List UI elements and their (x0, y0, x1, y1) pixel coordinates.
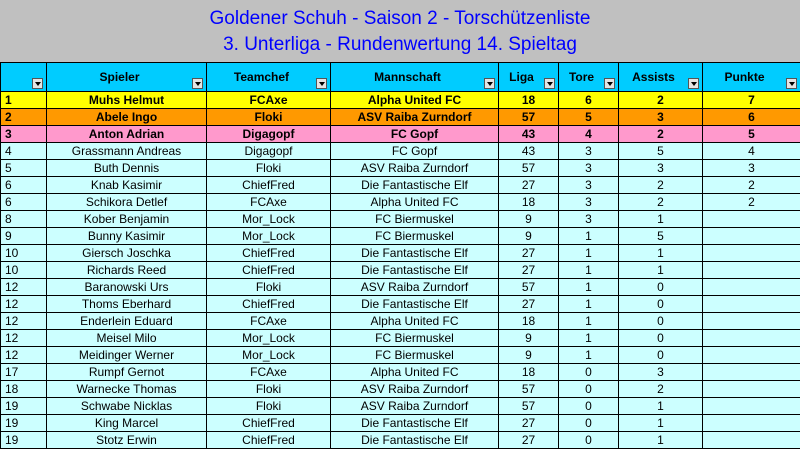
cell-assists[interactable]: 2 (619, 92, 703, 109)
header-rank (1, 63, 47, 92)
table-row (1, 432, 800, 449)
cell-liga[interactable]: 57 (499, 109, 559, 126)
cell-assists[interactable]: 3 (619, 364, 703, 381)
cell-mannschaft[interactable]: Die Fantastische Elf (331, 177, 499, 194)
table-row (1, 347, 800, 364)
table-row (1, 398, 800, 415)
header-punkte: Punkte (703, 63, 800, 92)
table-row (1, 296, 800, 313)
cell-teamchef[interactable]: Mor_Lock (207, 211, 331, 228)
cell-mannschaft[interactable]: Die Fantastische Elf (331, 415, 499, 432)
cell-tore[interactable]: 3 (559, 177, 619, 194)
cell-rank[interactable]: 10 (1, 245, 47, 262)
cell-spieler[interactable]: Thoms Eberhard (47, 296, 207, 313)
header-assists: Assists (619, 63, 703, 92)
cell-teamchef[interactable]: Floki (207, 279, 331, 296)
cell-mannschaft[interactable]: Die Fantastische Elf (331, 296, 499, 313)
cell-spieler[interactable]: Schwabe Nicklas (47, 398, 207, 415)
cell-assists[interactable]: 2 (619, 194, 703, 211)
cell-punkte[interactable] (703, 262, 800, 279)
cell-spieler[interactable]: Anton Adrian (47, 126, 207, 143)
cell-punkte[interactable] (703, 347, 800, 364)
cell-assists[interactable]: 1 (619, 262, 703, 279)
cell-spieler[interactable]: Richards Reed (47, 262, 207, 279)
cell-mannschaft[interactable]: FC Biermuskel (331, 347, 499, 364)
cell-mannschaft[interactable]: Die Fantastische Elf (331, 245, 499, 262)
cell-rank[interactable]: 18 (1, 381, 47, 398)
cell-liga[interactable]: 18 (499, 92, 559, 109)
table-row (1, 92, 800, 109)
cell-liga[interactable]: 57 (499, 381, 559, 398)
cell-rank[interactable]: 12 (1, 296, 47, 313)
cell-rank[interactable]: 19 (1, 398, 47, 415)
cell-spieler[interactable]: Knab Kasimir (47, 177, 207, 194)
cell-spieler[interactable]: Buth Dennis (47, 160, 207, 177)
cell-liga[interactable]: 9 (499, 330, 559, 347)
cell-liga[interactable]: 27 (499, 432, 559, 449)
cell-tore[interactable]: 1 (559, 296, 619, 313)
cell-teamchef[interactable]: Floki (207, 398, 331, 415)
header-row (1, 63, 800, 92)
cell-mannschaft[interactable]: ASV Raiba Zurndorf (331, 279, 499, 296)
cell-rank[interactable]: 19 (1, 415, 47, 432)
cell-tore[interactable]: 1 (559, 347, 619, 364)
cell-teamchef[interactable]: FCAxe (207, 194, 331, 211)
cell-spieler[interactable]: Stotz Erwin (47, 432, 207, 449)
cell-punkte[interactable] (703, 381, 800, 398)
title-line-2: 3. Unterliga - Rundenwertung 14. Spieltag (223, 34, 577, 55)
cell-spieler[interactable]: Grassmann Andreas (47, 143, 207, 160)
cell-rank[interactable]: 17 (1, 364, 47, 381)
cell-punkte[interactable] (703, 296, 800, 313)
cell-mannschaft[interactable]: Alpha United FC (331, 313, 499, 330)
cell-assists[interactable]: 5 (619, 228, 703, 245)
table-row (1, 126, 800, 143)
cell-rank[interactable]: 6 (1, 194, 47, 211)
cell-mannschaft[interactable]: ASV Raiba Zurndorf (331, 160, 499, 177)
table-row (1, 143, 800, 160)
cell-teamchef[interactable]: Mor_Lock (207, 330, 331, 347)
cell-liga[interactable]: 43 (499, 143, 559, 160)
cell-liga[interactable]: 9 (499, 211, 559, 228)
cell-assists[interactable]: 0 (619, 279, 703, 296)
cell-punkte[interactable] (703, 364, 800, 381)
cell-rank[interactable]: 9 (1, 228, 47, 245)
filter-dropdown-icon[interactable] (544, 78, 555, 89)
cell-mannschaft[interactable]: ASV Raiba Zurndorf (331, 381, 499, 398)
filter-dropdown-icon[interactable] (688, 78, 699, 89)
cell-teamchef[interactable]: Digagopf (207, 143, 331, 160)
cell-liga[interactable]: 18 (499, 194, 559, 211)
cell-spieler[interactable]: Schikora Detlef (47, 194, 207, 211)
cell-spieler[interactable]: Baranowski Urs (47, 279, 207, 296)
cell-punkte[interactable] (703, 432, 800, 449)
cell-spieler[interactable]: Warnecke Thomas (47, 381, 207, 398)
cell-mannschaft[interactable]: ASV Raiba Zurndorf (331, 109, 499, 126)
cell-spieler[interactable]: Bunny Kasimir (47, 228, 207, 245)
filter-dropdown-icon[interactable] (484, 78, 495, 89)
cell-rank[interactable]: 8 (1, 211, 47, 228)
cell-rank[interactable]: 4 (1, 143, 47, 160)
cell-assists[interactable]: 1 (619, 398, 703, 415)
cell-mannschaft[interactable]: Alpha United FC (331, 364, 499, 381)
cell-punkte[interactable]: 4 (703, 143, 800, 160)
cell-tore[interactable]: 1 (559, 330, 619, 347)
cell-tore[interactable]: 5 (559, 109, 619, 126)
cell-tore[interactable]: 3 (559, 194, 619, 211)
cell-mannschaft[interactable]: FC Gopf (331, 143, 499, 160)
cell-teamchef[interactable]: ChiefFred (207, 262, 331, 279)
cell-mannschaft[interactable]: FC Biermuskel (331, 330, 499, 347)
cell-spieler[interactable]: Muhs Helmut (47, 92, 207, 109)
table-row (1, 160, 800, 177)
cell-tore[interactable]: 0 (559, 432, 619, 449)
cell-punkte[interactable] (703, 245, 800, 262)
filter-dropdown-icon[interactable] (192, 78, 203, 89)
filter-dropdown-icon[interactable] (316, 78, 327, 89)
cell-assists[interactable]: 2 (619, 177, 703, 194)
cell-assists[interactable]: 0 (619, 313, 703, 330)
table-row (1, 313, 800, 330)
header-teamchef: Teamchef (207, 63, 331, 92)
filter-dropdown-icon[interactable] (604, 78, 615, 89)
cell-liga[interactable]: 57 (499, 279, 559, 296)
table-row (1, 194, 800, 211)
cell-spieler[interactable]: King Marcel (47, 415, 207, 432)
table-row (1, 177, 800, 194)
cell-liga[interactable]: 43 (499, 126, 559, 143)
table-row (1, 109, 800, 126)
scorer-table (0, 62, 800, 449)
table-row (1, 228, 800, 245)
cell-spieler[interactable]: Kober Benjamin (47, 211, 207, 228)
cell-tore[interactable]: 0 (559, 398, 619, 415)
cell-mannschaft[interactable]: ASV Raiba Zurndorf (331, 398, 499, 415)
sheet-title-area (0, 0, 800, 62)
table-row (1, 415, 800, 432)
cell-punkte[interactable]: 2 (703, 194, 800, 211)
cell-punkte[interactable] (703, 398, 800, 415)
cell-mannschaft[interactable]: FC Gopf (331, 126, 499, 143)
cell-assists[interactable]: 2 (619, 126, 703, 143)
cell-liga[interactable]: 27 (499, 262, 559, 279)
cell-rank[interactable]: 19 (1, 432, 47, 449)
cell-teamchef[interactable]: ChiefFred (207, 432, 331, 449)
cell-teamchef[interactable]: ChiefFred (207, 245, 331, 262)
cell-assists[interactable]: 1 (619, 415, 703, 432)
cell-rank[interactable]: 6 (1, 177, 47, 194)
table-row (1, 381, 800, 398)
header-tore: Tore (559, 63, 619, 92)
cell-teamchef[interactable]: ChiefFred (207, 177, 331, 194)
cell-assists[interactable]: 5 (619, 143, 703, 160)
cell-teamchef[interactable]: ChiefFred (207, 296, 331, 313)
cell-liga[interactable]: 9 (499, 347, 559, 364)
cell-rank[interactable]: 12 (1, 313, 47, 330)
cell-tore[interactable]: 1 (559, 279, 619, 296)
cell-tore[interactable]: 0 (559, 364, 619, 381)
table-row (1, 330, 800, 347)
cell-rank[interactable]: 3 (1, 126, 47, 143)
cell-punkte[interactable]: 5 (703, 126, 800, 143)
table-body (1, 92, 800, 449)
cell-teamchef[interactable]: Mor_Lock (207, 347, 331, 364)
cell-rank[interactable]: 2 (1, 109, 47, 126)
cell-tore[interactable]: 3 (559, 160, 619, 177)
table-row (1, 279, 800, 296)
cell-punkte[interactable] (703, 330, 800, 347)
table-row (1, 245, 800, 262)
cell-liga[interactable]: 18 (499, 313, 559, 330)
cell-liga[interactable]: 27 (499, 296, 559, 313)
cell-assists[interactable]: 3 (619, 160, 703, 177)
cell-teamchef[interactable]: FCAxe (207, 92, 331, 109)
cell-assists[interactable]: 0 (619, 347, 703, 364)
cell-tore[interactable]: 0 (559, 415, 619, 432)
cell-assists[interactable]: 0 (619, 296, 703, 313)
cell-assists[interactable]: 1 (619, 211, 703, 228)
cell-mannschaft[interactable]: FC Biermuskel (331, 211, 499, 228)
cell-spieler[interactable]: Giersch Joschka (47, 245, 207, 262)
cell-tore[interactable]: 1 (559, 313, 619, 330)
cell-rank[interactable]: 12 (1, 347, 47, 364)
cell-spieler[interactable]: Rumpf Gernot (47, 364, 207, 381)
cell-spieler[interactable]: Enderlein Eduard (47, 313, 207, 330)
table-row (1, 211, 800, 228)
cell-mannschaft[interactable]: Die Fantastische Elf (331, 432, 499, 449)
cell-teamchef[interactable]: Floki (207, 109, 331, 126)
cell-punkte[interactable] (703, 228, 800, 245)
cell-punkte[interactable] (703, 313, 800, 330)
cell-punkte[interactable]: 3 (703, 160, 800, 177)
cell-teamchef[interactable]: ChiefFred (207, 415, 331, 432)
cell-teamchef[interactable]: FCAxe (207, 313, 331, 330)
cell-teamchef[interactable]: Floki (207, 160, 331, 177)
cell-assists[interactable]: 1 (619, 245, 703, 262)
cell-rank[interactable]: 5 (1, 160, 47, 177)
cell-mannschaft[interactable]: Die Fantastische Elf (331, 262, 499, 279)
table-row (1, 262, 800, 279)
cell-assists[interactable]: 0 (619, 330, 703, 347)
header-liga: Liga (499, 63, 559, 92)
cell-liga[interactable]: 9 (499, 228, 559, 245)
cell-rank[interactable]: 1 (1, 92, 47, 109)
cell-tore[interactable]: 6 (559, 92, 619, 109)
cell-punkte[interactable] (703, 211, 800, 228)
cell-rank[interactable]: 12 (1, 279, 47, 296)
header-mannschaft: Mannschaft (331, 63, 499, 92)
cell-tore[interactable]: 0 (559, 381, 619, 398)
cell-teamchef[interactable]: Digagopf (207, 126, 331, 143)
table-row (1, 364, 800, 381)
cell-liga[interactable]: 27 (499, 245, 559, 262)
cell-spieler[interactable]: Meisel Milo (47, 330, 207, 347)
cell-rank[interactable]: 10 (1, 262, 47, 279)
cell-rank[interactable]: 12 (1, 330, 47, 347)
cell-punkte[interactable] (703, 415, 800, 432)
cell-tore[interactable]: 3 (559, 143, 619, 160)
cell-spieler[interactable]: Abele Ingo (47, 109, 207, 126)
cell-assists[interactable]: 2 (619, 381, 703, 398)
cell-assists[interactable]: 1 (619, 432, 703, 449)
cell-tore[interactable]: 1 (559, 262, 619, 279)
cell-mannschaft[interactable]: Alpha United FC (331, 194, 499, 211)
cell-spieler[interactable]: Meidinger Werner (47, 347, 207, 364)
cell-punkte[interactable]: 2 (703, 177, 800, 194)
cell-liga[interactable]: 57 (499, 398, 559, 415)
cell-tore[interactable]: 3 (559, 211, 619, 228)
cell-tore[interactable]: 4 (559, 126, 619, 143)
cell-liga[interactable]: 27 (499, 177, 559, 194)
header-spieler: Spieler (47, 63, 207, 92)
cell-liga[interactable]: 57 (499, 160, 559, 177)
filter-dropdown-icon[interactable] (786, 78, 797, 89)
cell-punkte[interactable] (703, 279, 800, 296)
cell-mannschaft[interactable]: FC Biermuskel (331, 228, 499, 245)
cell-assists[interactable]: 3 (619, 109, 703, 126)
cell-tore[interactable]: 1 (559, 245, 619, 262)
cell-teamchef[interactable]: Floki (207, 381, 331, 398)
cell-tore[interactable]: 1 (559, 228, 619, 245)
cell-mannschaft[interactable]: Alpha United FC (331, 92, 499, 109)
filter-dropdown-icon[interactable] (32, 78, 43, 89)
cell-teamchef[interactable]: Mor_Lock (207, 228, 331, 245)
cell-liga[interactable]: 27 (499, 415, 559, 432)
cell-teamchef[interactable]: FCAxe (207, 364, 331, 381)
cell-punkte[interactable]: 6 (703, 109, 800, 126)
cell-punkte[interactable]: 7 (703, 92, 800, 109)
cell-liga[interactable]: 18 (499, 364, 559, 381)
title-line-1: Goldener Schuh - Saison 2 - Torschützenliste (209, 8, 591, 29)
